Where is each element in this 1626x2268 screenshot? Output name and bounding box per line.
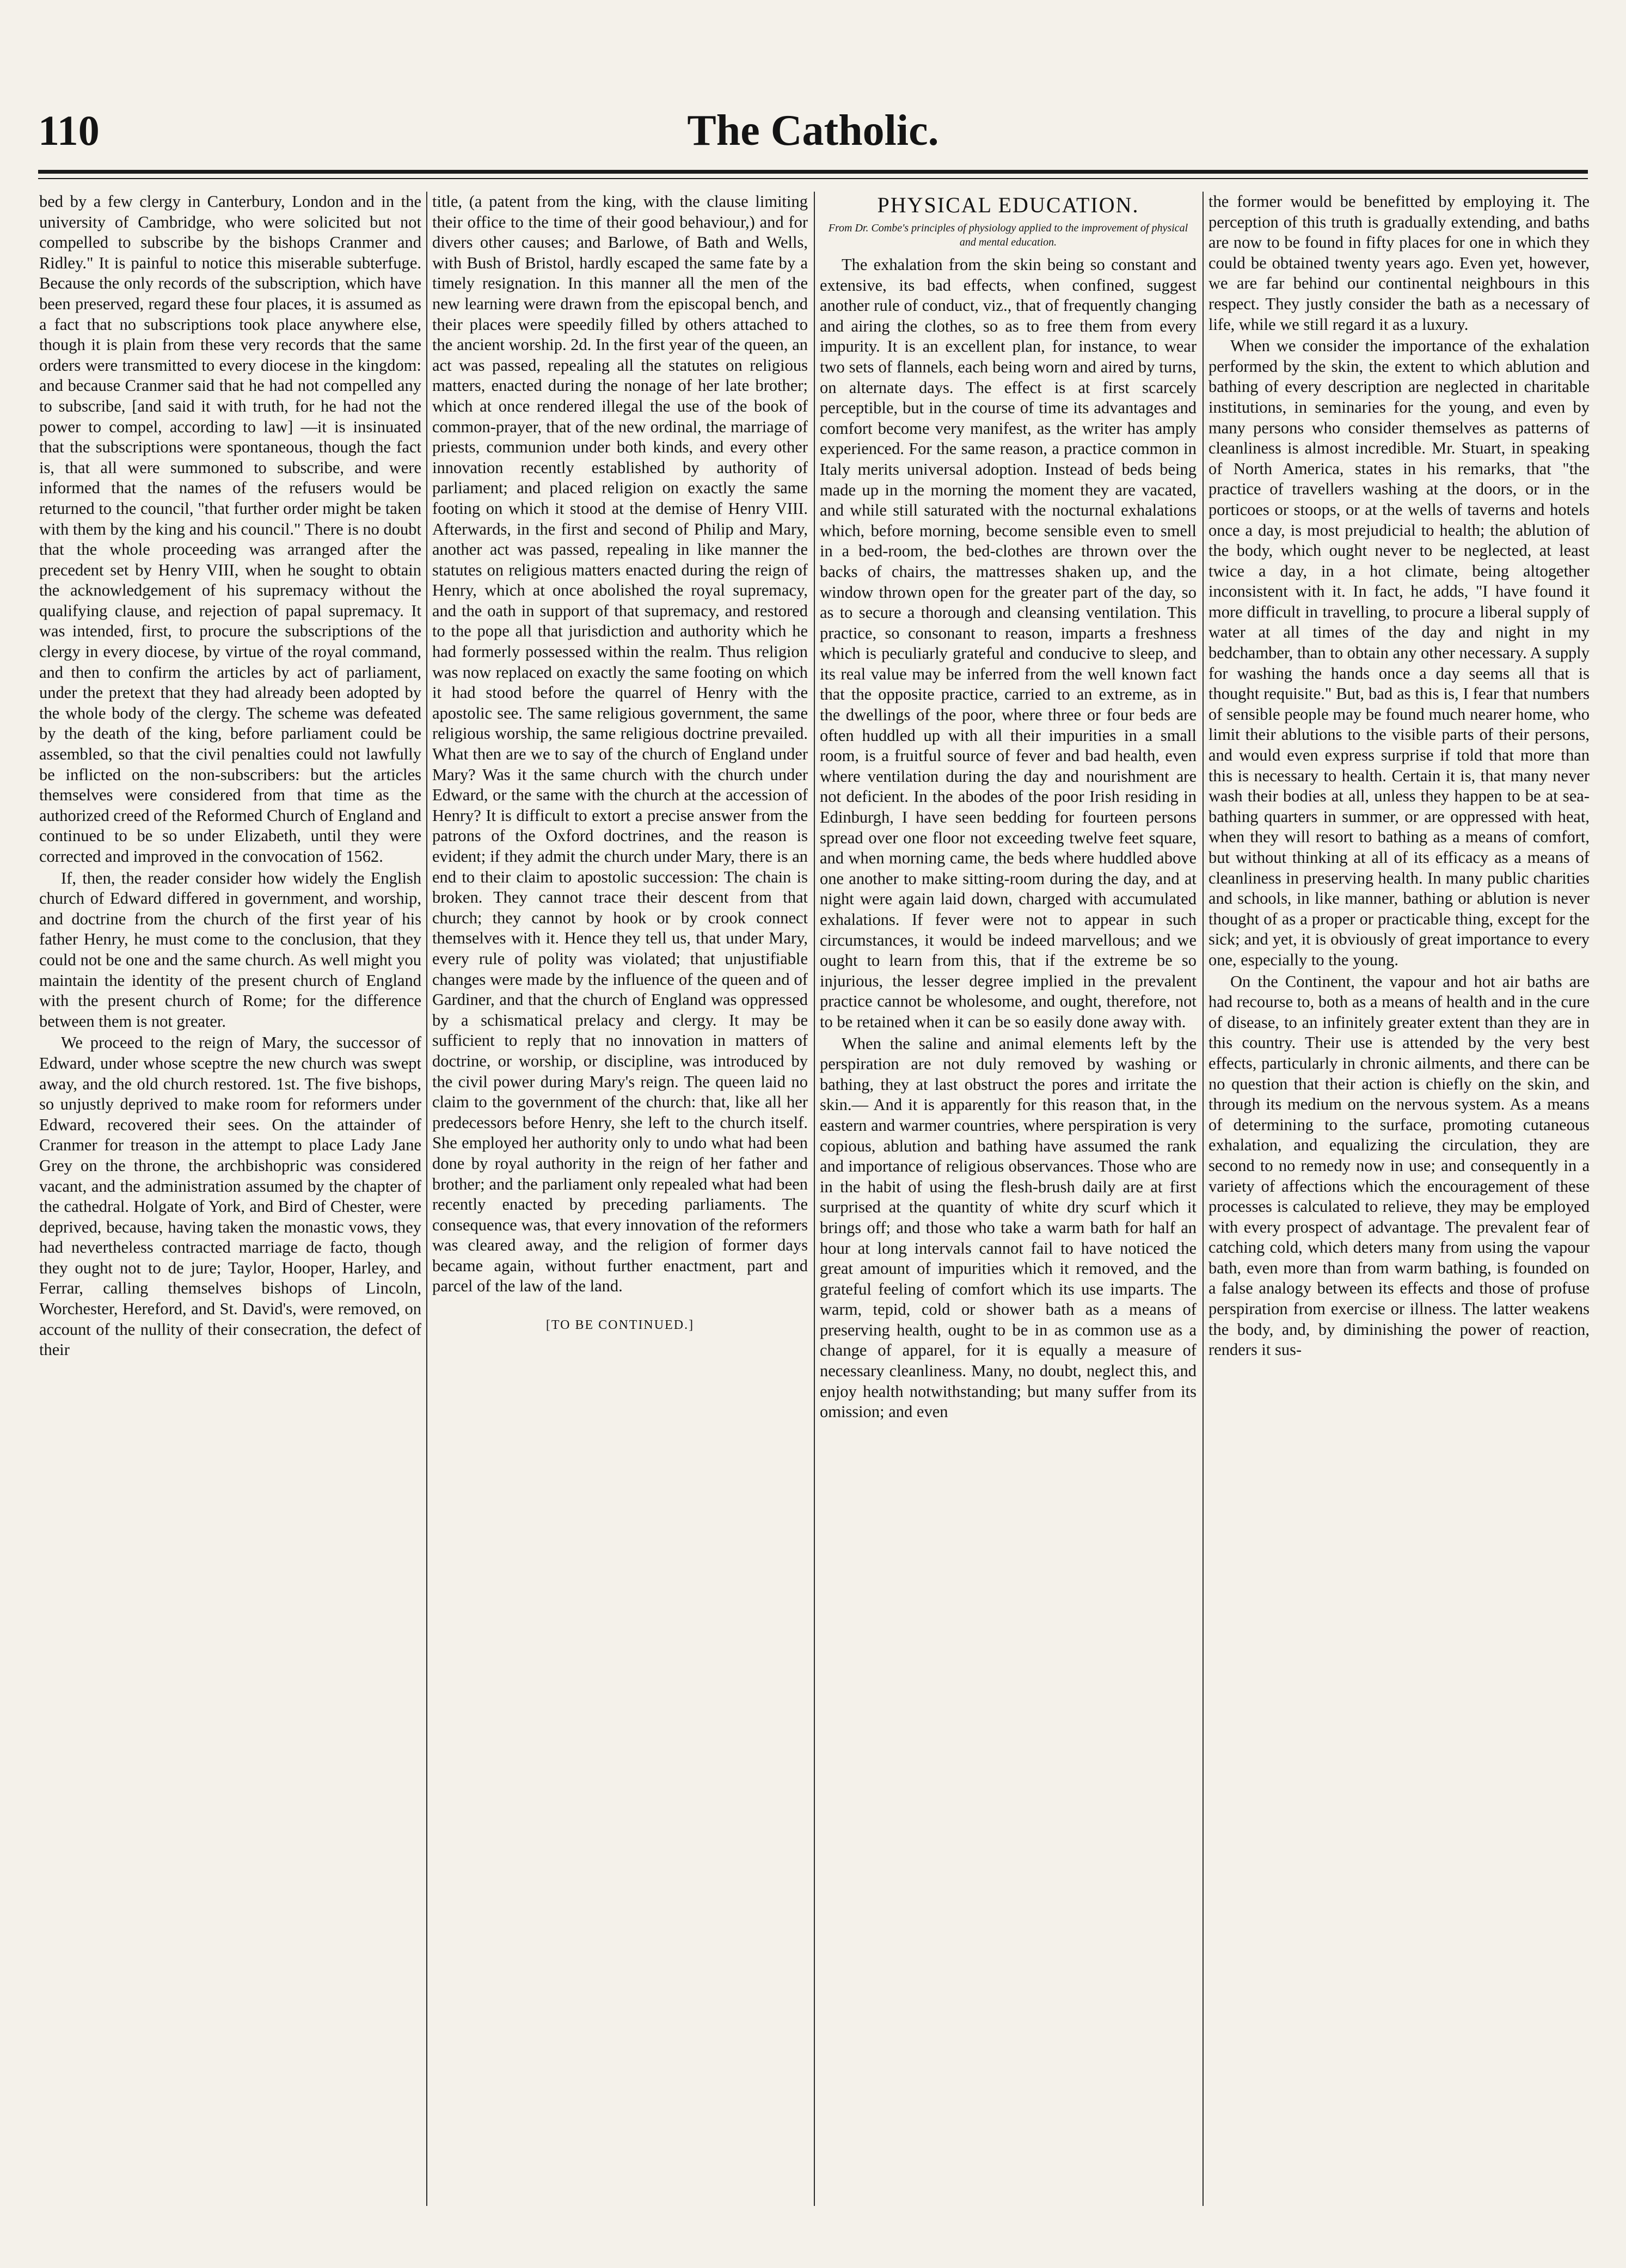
- paragraph: We proceed to the reign of Mary, the successor of Edward, under whose sceptre the new church was swept away, and the old church restored. 1st. The five bishops, so unjustly deprived to make room for reformers under Edward, recovered their sees. On the attainder of Cranmer for treason in the attempt to place Lady Jane Grey on the throne, the archbishopric was considered vacant, and the administration assumed by the chapter of the cathedral. Holgate of York, and Bird of Chester, were deprived, because, having taken the monastic vows, they had nevertheless contracted marriage de facto, though they ought not to de jure; Taylor, Hooper, Harley, and Ferrar, calling themselves bishops of Lincoln, Worchester, Hereford, and St. David's, were removed, on account of the nullity of their consecration, the defect of their: [39, 1033, 421, 1359]
- column-3: [820, 192, 1197, 2222]
- continued-note: [TO BE CONTINUED.]: [545, 1318, 695, 1333]
- running-title: The Catholic.: [687, 107, 939, 155]
- paragraph: title, (a patent from the king, with the clause limiting their office to the time of their good behaviour,) and for divers other causes; and Barlowe, of Bath and Wells, with Bush of Bristol, hardly escaped the same fate by a timely resignation. In this manner all the men of the new learning were drawn from the episcopal bench, and their places were speedily filled by others attached to the ancient worship. 2d. In the first year of the queen, an act was passed, repealing all the statutes on religious matters, enacted during the nonage of her late brother; which at once rendered illegal the use of the book of common-prayer, that of the new ordinal, the marriage of priests, communion under both kinds, and every other innovation recently established by authority of parliament; and placed religion on exactly the same footing on which it stood at the demise of Henry VIII. Afterwards, in the first and second of Philip and Mary, another act was passed, repealing in like manner the statutes on religious matters enacted during the reign of Henry, which at once abolished the royal supremacy, and the oath in support of that supremacy, and restored to the pope all that jurisdiction and authority which he had formerly possessed within the realm. Thus religion was now replaced on exactly the same footing on which it had stood before the quarrel of Henry with the apostolic see. The same religious government, the same religious worship, the same religious doctrine prevailed. What then are we to say of the church of England under Mary? Was it the same church with the church under Edward, or the same with the church at the accession of Henry? It is difficult to extort a precise answer from the patrons of the Oxford doctrines, and the reason is evident; if they admit the church under Mary, there is an end to their claim to apostolic succession: The chain is broken. They cannot trace their descent from that church; they cannot by hook or by crook connect themselves with it. Hence they tell us, that under Mary, every rule of polity was violated; that unjustifiable changes were made by the influence of the queen and of Gardiner, and that the church of England was oppressed by a schismatical prelacy and clergy. It may be sufficient to reply that no innovation in matters of doctrine, or worship, or discipline, was introduced by the civil power during Mary's reign. The queen laid no claim to the government of the church: that, like all her predecessors before Henry, she left to the church itself. She employed her authority only to undo what had been done by royal authority in the reign of her father and brother; and the parliament only repealed what had been recently enacted by preceding parliaments. The consequence was, that every innovation of the reformers was cleared away, and the religion of former days became again, without further enactment, part and parcel of the law of the land.: [432, 192, 808, 1296]
- column-2: [432, 192, 808, 2222]
- paragraph: When the saline and animal elements left by the perspiration are not duly removed by washing or bathing, they at last obstruct the pores and irritate the skin.— And it is apparently for this reason that, in the eastern and warmer countries, where perspiration is very copious, ablution and bathing have assumed the rank and importance of religious observances. Those who are in the habit of using the flesh-brush daily are at first surprised at the quantity of white dry scurf which it brings off; and those who take a warm bath for half an hour at long intervals cannot fail to have noticed the great amount of impurities which it removed, and the grateful feeling of comfort which its use imparts. The warm, tepid, cold or shower bath as a means of preserving health, ought to be in as common use as a change of apparel, for it is equally a measure of necessary cleanliness. Many, no doubt, neglect this, and enjoy health notwithstanding; but many suffer from its omission; and even: [820, 1034, 1197, 1421]
- page-header: [38, 103, 1588, 163]
- paragraph: bed by a few clergy in Canterbury, London and in the university of Cambridge, who were solicited but not compelled to subscribe by the bishops Cranmer and Ridley." It is painful to notice this miserable subterfuge. Because the only records of the subscription, which have been preserved, regard these four places, it is assumed as a fact that no subscriptions took place anywhere else, though it is plain from these very records that the same orders were transmitted to every diocese in the kingdom: and because Cranmer said that he had not compelled any to subscribe, [and said it with truth, for he had not the power to compel, according to law] —it is insinuated that the subscriptions were spontaneous, though the fact is, that all were summoned to subscribe, and were informed that the names of the refusers would be returned to the council, "that further order might be taken with them by the king and his council." There is no doubt that the whole proceeding was arranged after the precedent set by Henry VIII, when he sought to obtain the acknowledgement of his supremacy without the qualifying clause, and rejection of papal supremacy. It was intended, first, to procure the subscriptions of the clergy in every diocese, by virtue of the royal command, and then to confirm the articles by act of parliament, under the pretext that they had already been adopted by the whole body of the clergy. The scheme was defeated by the death of the king, before parliament could be assembled, so that the civil penalties could not lawfully be inflicted on the non-subscribers: but the articles themselves were considered from that time as the authorized creed of the Reformed Church of England and continued to be so under Elizabeth, until they were corrected and improved in the convocation of 1562.: [39, 192, 421, 866]
- header-rule-thin: [38, 178, 1588, 179]
- column-divider: [426, 192, 427, 2206]
- paragraph: If, then, the reader consider how widely the English church of Edward differed in government, and worship, and doctrine from the church of the first year of his father Henry, he must come to the conclusion, that they could not be one and the same church. As well might you maintain the identity of the present church of England with the present church of Rome; for the difference between them is not greater.: [39, 868, 421, 1031]
- paragraph: The exhalation from the skin being so constant and extensive, its bad effects, when confined, suggest another rule of conduct, viz., that of frequently changing and airing the clothes, so as to free them from every impurity. It is an excellent plan, for instance, to wear two sets of flannels, each being worn and aired by turns, on alternate days. The effect is at first scarcely perceptible, but in the course of time its advantages and comfort become very manifest, as the writer has amply experienced. For the same reason, a practice common in Italy merits universal adoption. Instead of beds being made up in the morning the moment they are vacated, and while still saturated with the nocturnal exhalations which, before morning, become sensible even to smell in a bed-room, the bed-clothes are thrown over the backs of chairs, the mattresses shaken up, and the window thrown open for the greater part of the day, so as to secure a thorough and cleansing ventilation. This practice, so consonant to reason, imparts a freshness which is peculiarly grateful and conducive to sleep, and its real value may be inferred from the well known fact that the opposite practice, carried to an extreme, as in the dwellings of the poor, where three or four beds are often huddled up with all their impurities in a small room, is a fruitful source of fever and bad health, even where ventilation during the day and nourishment are not deficient. In the abodes of the poor Irish residing in Edinburgh, I have seen bedding for fourteen persons spread over one floor not exceeding twelve feet square, and when morning came, the beds where huddled above one another to make sitting-room during the day, and at night were again laid down, charged with accumulated exhalations. If fever were not to appear in such circumstances, it would be indeed marvellous; and we ought to learn from this, that if the extreme be so injurious, the lesser degree implied in the prevalent practice cannot be wholesome, and ought, therefore, not to be retained when it can be so easily done away with.: [820, 255, 1197, 1031]
- paragraph: On the Continent, the vapour and hot air baths are had recourse to, both as a means of health and in the cure of disease, to an infinitely greater extent than they are in this country. Their use is attended by the very best effects, particularly in chronic ailments, and there can be no question that their action is chiefly on the skin, and through its medium on the nervous system. As a means of determining to the surface, promoting cutaneous exhalation, and equalizing the circulation, they are second to no remedy now in use; and consequently in a variety of affections which the encouragement of these processes is calculated to relieve, they may be employed with every prospect of advantage. The prevalent fear of catching cold, which deters many from using the vapour bath, even more than from warm bathing, is founded on a false analogy between its effects and those of profuse perspiration from exercise or illness. The latter weakens the body, and, by diminishing the power of reaction, renders it sus-: [1208, 972, 1590, 1359]
- column-divider: [1202, 192, 1204, 2206]
- paragraph: When we consider the importance of the exhalation performed by the skin, the extent to which ablution and bathing of every description are neglected in charitable institutions, in seminaries for the young, and even by many persons who consider themselves as patterns of cleanliness is almost incredible. Mr. Stuart, in speaking of North America, states in his remarks, that "the practice of travellers washing at the doors, or in the porticoes or stoops, or at the wells of taverns and hotels once a day, is most prejudicial to health; the ablution of the body, which ought never to be neglected, at least twice a day, in a hot climate, being altogether inconsistent with it. In fact, he adds, "I have found it more difficult in travelling, to procure a liberal supply of water at all times of the day and night in my bedchamber, than to obtain any other necessary. A supply for washing the hands once a day seems all that is thought requisite." But, bad as this is, I fear that numbers of sensible people may be found much nearer home, who limit their ablutions to the visible parts of their persons, and would even express surprise if told that more than this is necessary to health. Certain it is, that many never wash their bodies at all, unless they happen to be at sea-bathing quarters in summer, or are oppressed with heat, when they will resort to bathing as a means of comfort, but without thinking at all of its efficacy as a means of cleanliness in preserving health. In many public charities and schools, in like manner, bathing or ablution is never thought of as a proper or practicable thing, except for the sick; and yet, it is obviously of great importance to every one, especially to the young.: [1208, 336, 1590, 969]
- article-source: From Dr. Combe's principles of physiology applied to the improvement of physical and mental education.: [828, 222, 1188, 248]
- column-divider: [814, 192, 815, 2206]
- page-number: 110: [38, 107, 100, 154]
- paragraph: the former would be benefitted by employing it. The perception of this truth is gradually extending, and baths are now to be found in fifty places for one in which they could be obtained twenty years ago. Even yet, however, we are far behind our continental neighbours in this respect. They justly consider the bath as a necessary of life, while we still regard it as a luxury.: [1208, 192, 1590, 334]
- column-4: [1208, 192, 1590, 2222]
- column-1: [39, 192, 421, 2222]
- article-title: PHYSICAL EDUCATION.: [877, 193, 1139, 217]
- header-rule-thick: [38, 170, 1588, 174]
